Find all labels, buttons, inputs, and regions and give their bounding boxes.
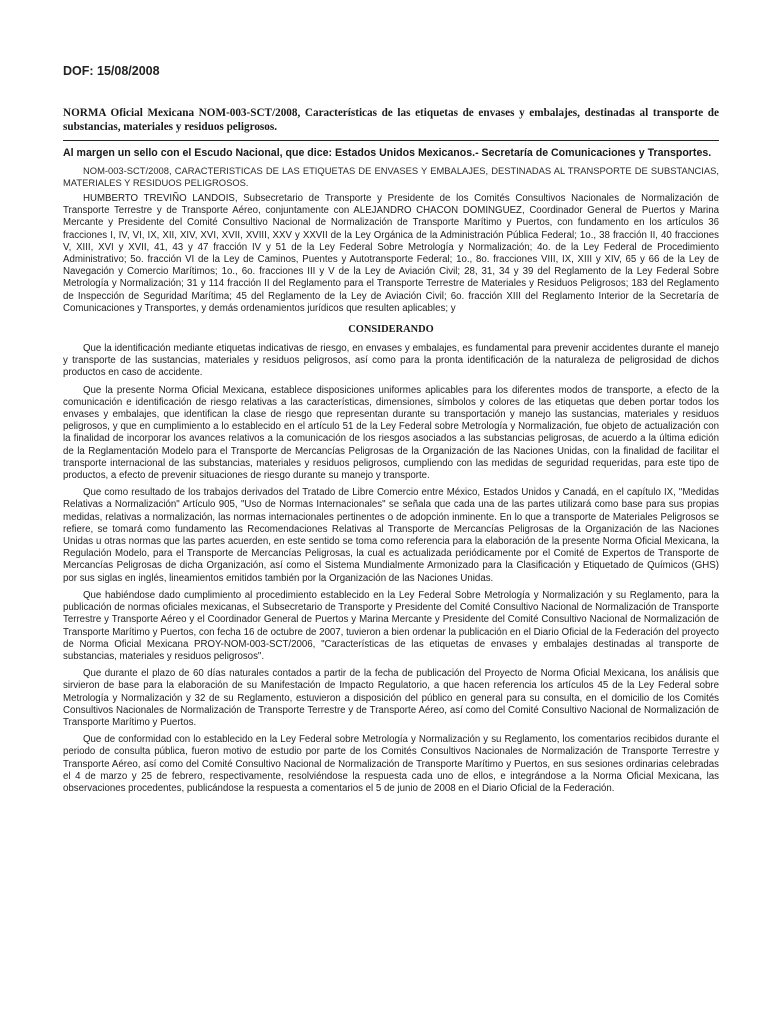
margin-note: Al margen un sello con el Escudo Nacional, que dice: Estados Unidos Mexicanos.- Secretaría de Comunicaciones y Transportes.: [63, 147, 712, 159]
preamble-paragraph: HUMBERTO TREVIÑO LANDOIS, Subsecretario de Transporte y Presidente de los Comités Consultivos Nacionales de Normalización de Transporte Terrestre y de Transporte Aéreo, conjuntamente con ALEJANDRO CHACON DOMINGUEZ, Coordinador General de Puertos y Marina Mercante y Presidente del Comité Consultivo Nacional de Normalización de Transporte Marítimo y Puertos, con fundamento en los artículos 36 fracciones I, IV, VI, IX, XII, XIV, XVI, XVII, XVIII, XXV y XXVII de la Ley Orgánica de la Administración Pública Federal; 1o., 38 fracción II, 40 fracciones V, XIII, XVI y XVII, 41, 43 y 47 fracción IV y 51 de la Ley Federal Sobre Metrología y Normalización; 4o. de la Ley Federal de Procedimiento Administrativo; 5o. fracción VI de la Ley de Caminos, Puentes y Autotransporte Federal; 1o., 8o. fracciones VIII, IX, XIII y XIV, 65 y 66 de la Ley de Navegación y Comercio Marítimos; 1o., 6o. fracciones III y V de la Ley de Aviación Civil; 28, 31, 34 y 39 del Reglamento de la Ley Federal Sobre Metrología y Normalización; 31 y 114 fracción II del Reglamento para el Transporte Terrestre de Materiales y Residuos Peligrosos; 183 del Reglamento de Inspección de Seguridad Marítima; 45 del Reglamento de la Ley de Aviación Civil; 6o. fracción XIII del Reglamento Interior de la Secretaría de Comunicaciones y Transportes, y demás ordenamientos jurídicos que resulten aplicables; y: [63, 193, 719, 314]
norma-subtitle: NOM-003-SCT/2008, CARACTERISTICAS DE LAS ETIQUETAS DE ENVASES Y EMBALAJES, DESTINADAS AL TRANSPORTE DE SUBSTANCIAS, MATERIALES Y RESIDUOS PELIGROSOS.: [63, 165, 719, 188]
considerando-paragraph-1: Que la identificación mediante etiquetas indicativas de riesgo, en envases y embalajes, es fundamental para prevenir accidentes durante el manejo y transporte de las sustancias, materiales y residuos peligrosos, así como para la pronta identificación de la naturaleza de peligrosidad de dichos productos en caso de accidente.: [63, 343, 719, 379]
considerando-paragraph-3: Que como resultado de los trabajos derivados del Tratado de Libre Comercio entre México, Estados Unidos y Canadá, en el capítulo IX, "Medidas Relativas a Normalización" Artículo 905, "Uso de Normas Internacionales" se señala que cada una de las partes utilizará como base para sus propias medidas, relativas a normalización, las normas internacionales pertinentes o de adopción inminente. En lo que a transporte de Materiales Peligrosos se refiere, se tomará como fundamento las Recomendaciones Relativas al Transporte de Mercancías Peligrosas de la Organización de las Naciones Unidas u otras normas que las partes acuerden, en este sentido se toma como referencia para la elaboración de la presente Norma Oficial Mexicana, la Regulación Modelo, para el Transporte de Mercancías Peligrosas, la cual es actualizada periódicamente por el Comité de Expertos de Transporte de Mercancías Peligrosas de dicha Organización, así como el Sistema Mundialmente Armonizado para la Clasificación y Etiquetado de Químicos (GHS) por sus siglas en inglés, lineamientos emitidos también por la Organización de las Naciones Unidas.: [63, 487, 719, 584]
norma-title: NORMA Oficial Mexicana NOM-003-SCT/2008, Características de las etiquetas de envases y embalajes, destinadas al transporte de substancias, materiales y residuos peligrosos.: [63, 107, 719, 133]
section-heading-considerando: CONSIDERANDO: [348, 324, 434, 336]
considerando-paragraph-4: Que habiéndose dado cumplimiento al procedimiento establecido en la Ley Federal Sobre Metrología y Normalización y su Reglamento, para la publicación de normas oficiales mexicanas, el Subsecretario de Transporte y Presidente del Comité Consultivo Nacional de Normalización de Transporte Terrestre y Transporte Aéreo y el Coordinador General de Puertos y Marina Mercante y Presidente del Comité Consultivo Nacional de Normalización de Transporte Marítimo y Puertos, con fecha 16 de octubre de 2007, tuvieron a bien ordenar la publicación en el Diario Oficial de la Federación del proyecto de Norma Oficial Mexicana PROY-NOM-003-SCT/2006, "Características de las etiquetas de envases y embalajes destinadas al transporte de substancias, materiales y residuos peligrosos".: [63, 589, 719, 662]
considerando-paragraph-5: Que durante el plazo de 60 días naturales contados a partir de la fecha de publicación del Proyecto de Norma Oficial Mexicana, los análisis que sirvieron de base para la elaboración de su Manifestación de Impacto Regulatorio, a que hacen referencia los artículos 45 de la Ley Federal sobre Metrología y Normalización y 32 de su Reglamento, estuvieron a disposición del público en general para su consulta, en el domicilio de los Comités Consultivos Nacionales de Normalización de Transporte Terrestre y de Transporte Aéreo, así como del Comité Consultivo Nacional de Normalización de Transporte Marítimo y Puertos.: [63, 668, 719, 728]
considerando-paragraph-2: Que la presente Norma Oficial Mexicana, establece disposiciones uniformes aplicables para los diferentes modos de transporte, a efecto de la comunicación e identificación de riesgo relativas a las características, dimensiones, símbolos y colores de las etiquetas que deben portar todos los envases y embalajes, que identifican la clase de riesgo que representan durante su transportación y manejo las sustancias, materiales y residuos peligrosos, y que en cumplimiento a lo establecido en el artículo 51 de la Ley Federal sobre Metrología y Normalización, fue objeto de actualización con la finalidad de incorporar los avances relativos a la comunicación de los riesgos asociados a las substancias peligrosas, de acuerdo a la última edición de la Reglamentación Modelo para el Transporte de Mercancías Peligrosas de la Organización de las Naciones Unidas, con la finalidad de facilitar el transporte internacional de las substancias, materiales y residuos peligrosos, cumpliendo con las medidas de seguridad requeridas, para este tipo de productos, a efecto de prevenir situaciones de riesgo durante su manejo y transporte.: [63, 384, 719, 482]
document-page: [63, 64, 719, 800]
title-divider: [63, 140, 719, 141]
considerando-paragraph-6: Que de conformidad con lo establecido en la Ley Federal sobre Metrología y Normalización y su Reglamento, los comentarios recibidos durante el periodo de consulta pública, fueron motivo de estudio por parte de los Comités Consultivos Nacionales de Normalización de Transporte Terrestre y Transporte Aéreo, así como del Comité Consultivo Nacional de Normalización de Transporte Marítimo y Puertos, en sus sesiones ordinarias celebradas el 4 de marzo y 25 de febrero, respectivamente, resolviéndose la respuesta cada uno de ellos, e integrándose a la Norma Oficial Mexicana, las observaciones procedentes, publicándose la respuesta a comentarios el 5 de junio de 2008 en el Diario Oficial de la Federación.: [63, 734, 719, 794]
dof-date: DOF: 15/08/2008: [63, 64, 160, 78]
